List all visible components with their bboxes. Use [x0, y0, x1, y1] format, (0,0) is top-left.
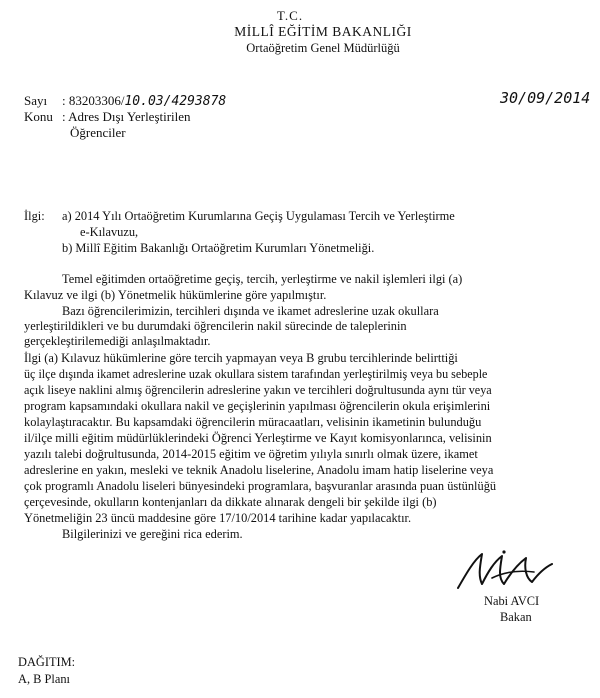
paragraph-3-line2: üç ilçe dışında ikamet adreslerine uzak okullara sistem tarafından yerleştirilmiş veya bu sebeple — [24, 367, 488, 381]
signature-mark — [452, 548, 558, 594]
distribution-label: DAĞITIM: — [18, 655, 76, 669]
distribution-value: A, B Planı — [18, 672, 70, 686]
paragraph-3-line8: adreslerine en yakın, mesleki ve teknik Anadolu liselerine, Anadolu imam hatip liselerine veya — [24, 463, 494, 477]
paragraph-2-line3: gerçekleştirilemediği anlaşılmaktadır. — [24, 334, 211, 348]
paragraph-3-line10: çerçevesinde, okulların kontenjanları da dikkate alınarak dengeli bir şekilde ilgi (b) — [24, 495, 437, 509]
paragraph-3-line11: Yönetmeliğin 23 üncü maddesine göre 17/10/2014 tarihine kadar yapılacaktır. — [24, 511, 412, 525]
paragraph-3-line1: İlgi (a) Kılavuz hükümlerine göre tercih yapmayan veya B grubu tercihlerinde belirttiği — [24, 351, 458, 365]
konu-line1: : Adres Dışı Yerleştirilen — [62, 109, 191, 124]
sayi-number: : 83203306/ — [62, 93, 125, 108]
paragraph-3-line5: kolaylaştıracaktır. Bu kapsamdaki öğrencilerin müracaatları, velisinin ikametinin bulunduğu — [24, 415, 482, 429]
konu-label: Konu — [24, 109, 53, 124]
ilgi-a-line1: a) 2014 Yılı Ortaöğretim Kurumlarına Geçiş Uygulaması Tercih ve Yerleştirme — [62, 209, 455, 223]
paragraph-3-line9: çok programlı Anadolu liseleri bünyesindeki programlara, başvuranlar arasında puan üstünlüğü — [24, 479, 497, 493]
header-directorate: Ortaöğretim Genel Müdürlüğü — [246, 41, 400, 55]
header-ministry: MİLLÎ EĞİTİM BAKANLIĞI — [234, 24, 412, 39]
ilgi-a-line2: e-Kılavuzu, — [80, 225, 139, 239]
signer-title: Bakan — [500, 610, 532, 624]
ilgi-b-line: b) Millî Eğitim Bakanlığı Ortaöğretim Kurumları Yönetmeliği. — [62, 241, 375, 255]
sayi-label: Sayı — [24, 93, 48, 108]
sayi-value — [62, 93, 226, 109]
paragraph-2-line1: Bazı öğrencilerimizin, tercihleri dışında ve ikamet adreslerine uzak okullara — [62, 304, 439, 318]
header-tc: T.C. — [276, 8, 304, 23]
closing-line: Bilgilerinizi ve gereğini rica ederim. — [62, 527, 243, 541]
konu-line2: Öğrenciler — [70, 125, 126, 140]
date-handwritten: 30/09/2014 — [500, 89, 591, 107]
paragraph-2-line2: yerleştirildikleri ve bu durumdaki öğrencilerin nakil sürecinde de taleplerinin — [24, 319, 407, 333]
paragraph-1-line1: Temel eğitimden ortaöğretime geçiş, tercih, yerleştirme ve nakil işlemleri ilgi (a) — [62, 272, 463, 286]
sayi-handwritten: 10.03/4293878 — [124, 94, 227, 109]
paragraph-3-line4: program kapsamındaki okullara nakil ve geçişlerinin yapılması öğrencilerin okula erişimlerini — [24, 399, 491, 413]
ilgi-label: İlgi: — [24, 209, 45, 223]
paragraph-3-line7: yazılı talebi doğrultusunda, 2014-2015 eğitim ve öğretim yılıyla sınırlı olmak üzere, ikamet — [24, 447, 478, 461]
paragraph-3-line3: açık liseye naklini almış öğrencilerin adreslerine yakın ve tercihleri doğrultusunda aynı tür veya — [24, 383, 492, 397]
paragraph-3-line6: il/ilçe milli eğitim müdürlüklerindeki Öğrenci Yerleştirme ve Kayıt komisyonlarınca, velisinin — [24, 431, 492, 445]
paragraph-1-line2: Kılavuz ve ilgi (b) Yönetmelik hükümlerine göre yapılmıştır. — [24, 288, 327, 302]
signer-name: Nabi AVCI — [484, 594, 540, 608]
